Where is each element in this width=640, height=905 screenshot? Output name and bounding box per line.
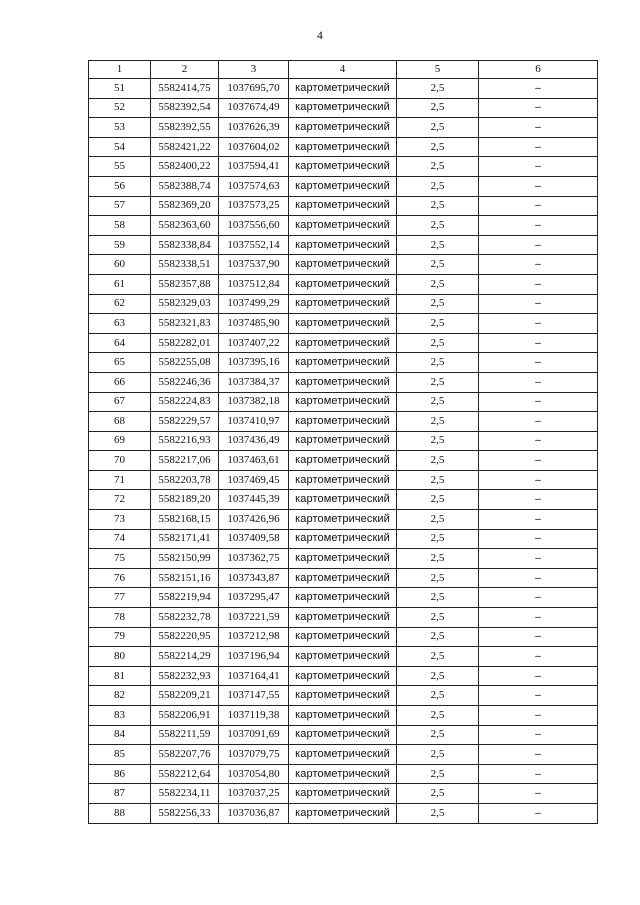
- note-cell: –: [479, 79, 598, 99]
- method-cell: картометрический: [289, 549, 397, 569]
- table-row: [89, 372, 598, 392]
- method-cell: картометрический: [289, 137, 397, 157]
- method-cell: картометрический: [289, 235, 397, 255]
- accuracy-cell: 2,5: [397, 725, 479, 745]
- y-coordinate-cell: 1037626,39: [219, 118, 289, 138]
- column-header-2: 2: [151, 61, 219, 79]
- y-coordinate-cell: 1037164,41: [219, 666, 289, 686]
- table-row: [89, 510, 598, 530]
- y-coordinate-cell: 1037036,87: [219, 803, 289, 823]
- method-cell: картометрический: [289, 764, 397, 784]
- accuracy-cell: 2,5: [397, 353, 479, 373]
- x-coordinate-cell: 5582338,84: [151, 235, 219, 255]
- accuracy-cell: 2,5: [397, 216, 479, 236]
- note-cell: –: [479, 353, 598, 373]
- x-coordinate-cell: 5582329,03: [151, 294, 219, 314]
- y-coordinate-cell: 1037573,25: [219, 196, 289, 216]
- point-number-cell: 54: [89, 137, 151, 157]
- y-coordinate-cell: 1037362,75: [219, 549, 289, 569]
- y-coordinate-cell: 1037445,39: [219, 490, 289, 510]
- note-cell: –: [479, 803, 598, 823]
- x-coordinate-cell: 5582369,20: [151, 196, 219, 216]
- y-coordinate-cell: 1037463,61: [219, 451, 289, 471]
- table-row: [89, 294, 598, 314]
- x-coordinate-cell: 5582421,22: [151, 137, 219, 157]
- table-row: [89, 784, 598, 804]
- note-cell: –: [479, 470, 598, 490]
- point-number-cell: 68: [89, 412, 151, 432]
- point-number-cell: 69: [89, 431, 151, 451]
- point-number-cell: 87: [89, 784, 151, 804]
- accuracy-cell: 2,5: [397, 294, 479, 314]
- method-cell: картометрический: [289, 706, 397, 726]
- method-cell: картометрический: [289, 784, 397, 804]
- accuracy-cell: 2,5: [397, 745, 479, 765]
- x-coordinate-cell: 5582256,33: [151, 803, 219, 823]
- y-coordinate-cell: 1037499,29: [219, 294, 289, 314]
- method-cell: картометрический: [289, 588, 397, 608]
- x-coordinate-cell: 5582357,88: [151, 274, 219, 294]
- note-cell: –: [479, 98, 598, 118]
- y-coordinate-cell: 1037037,25: [219, 784, 289, 804]
- x-coordinate-cell: 5582220,95: [151, 627, 219, 647]
- table-row: [89, 431, 598, 451]
- table-row: [89, 79, 598, 99]
- column-header-1: 1: [89, 61, 151, 79]
- note-cell: –: [479, 784, 598, 804]
- point-number-cell: 80: [89, 647, 151, 667]
- point-number-cell: 86: [89, 764, 151, 784]
- point-number-cell: 79: [89, 627, 151, 647]
- accuracy-cell: 2,5: [397, 803, 479, 823]
- note-cell: –: [479, 137, 598, 157]
- note-cell: –: [479, 666, 598, 686]
- y-coordinate-cell: 1037343,87: [219, 568, 289, 588]
- accuracy-cell: 2,5: [397, 706, 479, 726]
- method-cell: картометрический: [289, 568, 397, 588]
- table-row: [89, 392, 598, 412]
- x-coordinate-cell: 5582206,91: [151, 706, 219, 726]
- note-cell: –: [479, 196, 598, 216]
- x-coordinate-cell: 5582282,01: [151, 333, 219, 353]
- table-body: [89, 61, 598, 824]
- point-number-cell: 56: [89, 176, 151, 196]
- y-coordinate-cell: 1037382,18: [219, 392, 289, 412]
- y-coordinate-cell: 1037409,58: [219, 529, 289, 549]
- x-coordinate-cell: 5582229,57: [151, 412, 219, 432]
- point-number-cell: 58: [89, 216, 151, 236]
- x-coordinate-cell: 5582224,83: [151, 392, 219, 412]
- y-coordinate-cell: 1037407,22: [219, 333, 289, 353]
- y-coordinate-cell: 1037552,14: [219, 235, 289, 255]
- method-cell: картометрический: [289, 608, 397, 628]
- page-number: 4: [316, 28, 324, 42]
- point-number-cell: 76: [89, 568, 151, 588]
- accuracy-cell: 2,5: [397, 372, 479, 392]
- x-coordinate-cell: 5582414,75: [151, 79, 219, 99]
- table-row: [89, 764, 598, 784]
- y-coordinate-cell: 1037537,90: [219, 255, 289, 275]
- x-coordinate-cell: 5582363,60: [151, 216, 219, 236]
- table-row: [89, 803, 598, 823]
- table-row: [89, 216, 598, 236]
- table-row: [89, 627, 598, 647]
- note-cell: –: [479, 216, 598, 236]
- x-coordinate-cell: 5582338,51: [151, 255, 219, 275]
- accuracy-cell: 2,5: [397, 196, 479, 216]
- note-cell: –: [479, 333, 598, 353]
- x-coordinate-cell: 5582212,64: [151, 764, 219, 784]
- accuracy-cell: 2,5: [397, 137, 479, 157]
- note-cell: –: [479, 510, 598, 530]
- point-number-cell: 73: [89, 510, 151, 530]
- method-cell: картометрический: [289, 294, 397, 314]
- table-row: [89, 706, 598, 726]
- table-row: [89, 137, 598, 157]
- table-row: [89, 353, 598, 373]
- accuracy-cell: 2,5: [397, 568, 479, 588]
- table-row: [89, 176, 598, 196]
- y-coordinate-cell: 1037436,49: [219, 431, 289, 451]
- method-cell: картометрический: [289, 255, 397, 275]
- table-row: [89, 314, 598, 334]
- x-coordinate-cell: 5582255,08: [151, 353, 219, 373]
- method-cell: картометрический: [289, 490, 397, 510]
- point-number-cell: 60: [89, 255, 151, 275]
- point-number-cell: 53: [89, 118, 151, 138]
- accuracy-cell: 2,5: [397, 764, 479, 784]
- y-coordinate-cell: 1037196,94: [219, 647, 289, 667]
- column-header-5: 5: [397, 61, 479, 79]
- note-cell: –: [479, 118, 598, 138]
- y-coordinate-cell: 1037574,63: [219, 176, 289, 196]
- table-row: [89, 568, 598, 588]
- method-cell: картометрический: [289, 314, 397, 334]
- point-number-cell: 51: [89, 79, 151, 99]
- table-row: [89, 666, 598, 686]
- x-coordinate-cell: 5582209,21: [151, 686, 219, 706]
- method-cell: картометрический: [289, 176, 397, 196]
- method-cell: картометрический: [289, 392, 397, 412]
- table-row: [89, 118, 598, 138]
- method-cell: картометрический: [289, 627, 397, 647]
- point-number-cell: 83: [89, 706, 151, 726]
- accuracy-cell: 2,5: [397, 98, 479, 118]
- point-number-cell: 61: [89, 274, 151, 294]
- point-number-cell: 70: [89, 451, 151, 471]
- note-cell: –: [479, 529, 598, 549]
- y-coordinate-cell: 1037295,47: [219, 588, 289, 608]
- accuracy-cell: 2,5: [397, 431, 479, 451]
- y-coordinate-cell: 1037119,38: [219, 706, 289, 726]
- method-cell: картометрический: [289, 725, 397, 745]
- y-coordinate-cell: 1037212,98: [219, 627, 289, 647]
- x-coordinate-cell: 5582388,74: [151, 176, 219, 196]
- table-row: [89, 333, 598, 353]
- point-number-cell: 84: [89, 725, 151, 745]
- table-row: [89, 157, 598, 177]
- y-coordinate-cell: 1037054,80: [219, 764, 289, 784]
- y-coordinate-cell: 1037426,96: [219, 510, 289, 530]
- x-coordinate-cell: 5582168,15: [151, 510, 219, 530]
- x-coordinate-cell: 5582216,93: [151, 431, 219, 451]
- accuracy-cell: 2,5: [397, 647, 479, 667]
- accuracy-cell: 2,5: [397, 529, 479, 549]
- point-number-cell: 52: [89, 98, 151, 118]
- point-number-cell: 55: [89, 157, 151, 177]
- method-cell: картометрический: [289, 412, 397, 432]
- note-cell: –: [479, 745, 598, 765]
- accuracy-cell: 2,5: [397, 451, 479, 471]
- note-cell: –: [479, 274, 598, 294]
- accuracy-cell: 2,5: [397, 274, 479, 294]
- table-row: [89, 235, 598, 255]
- accuracy-cell: 2,5: [397, 333, 479, 353]
- table-row: [89, 686, 598, 706]
- method-cell: картометрический: [289, 372, 397, 392]
- x-coordinate-cell: 5582217,06: [151, 451, 219, 471]
- accuracy-cell: 2,5: [397, 79, 479, 99]
- point-number-cell: 81: [89, 666, 151, 686]
- y-coordinate-cell: 1037079,75: [219, 745, 289, 765]
- table-row: [89, 608, 598, 628]
- note-cell: –: [479, 157, 598, 177]
- note-cell: –: [479, 412, 598, 432]
- accuracy-cell: 2,5: [397, 686, 479, 706]
- table-row: [89, 745, 598, 765]
- table-row: [89, 529, 598, 549]
- method-cell: картометрический: [289, 686, 397, 706]
- note-cell: –: [479, 764, 598, 784]
- y-coordinate-cell: 1037512,84: [219, 274, 289, 294]
- method-cell: картометрический: [289, 529, 397, 549]
- table-row: [89, 274, 598, 294]
- accuracy-cell: 2,5: [397, 588, 479, 608]
- accuracy-cell: 2,5: [397, 549, 479, 569]
- table-row: [89, 470, 598, 490]
- note-cell: –: [479, 255, 598, 275]
- accuracy-cell: 2,5: [397, 314, 479, 334]
- accuracy-cell: 2,5: [397, 627, 479, 647]
- table-row: [89, 549, 598, 569]
- note-cell: –: [479, 392, 598, 412]
- note-cell: –: [479, 490, 598, 510]
- point-number-cell: 66: [89, 372, 151, 392]
- method-cell: картометрический: [289, 666, 397, 686]
- y-coordinate-cell: 1037695,70: [219, 79, 289, 99]
- y-coordinate-cell: 1037395,16: [219, 353, 289, 373]
- x-coordinate-cell: 5582234,11: [151, 784, 219, 804]
- point-number-cell: 64: [89, 333, 151, 353]
- accuracy-cell: 2,5: [397, 235, 479, 255]
- note-cell: –: [479, 568, 598, 588]
- x-coordinate-cell: 5582232,78: [151, 608, 219, 628]
- y-coordinate-cell: 1037384,37: [219, 372, 289, 392]
- note-cell: –: [479, 372, 598, 392]
- y-coordinate-cell: 1037469,45: [219, 470, 289, 490]
- method-cell: картометрический: [289, 510, 397, 530]
- note-cell: –: [479, 314, 598, 334]
- x-coordinate-cell: 5582392,54: [151, 98, 219, 118]
- x-coordinate-cell: 5582189,20: [151, 490, 219, 510]
- accuracy-cell: 2,5: [397, 255, 479, 275]
- x-coordinate-cell: 5582171,41: [151, 529, 219, 549]
- x-coordinate-cell: 5582207,76: [151, 745, 219, 765]
- point-number-cell: 71: [89, 470, 151, 490]
- table-row: [89, 451, 598, 471]
- column-header-3: 3: [219, 61, 289, 79]
- method-cell: картометрический: [289, 470, 397, 490]
- method-cell: картометрический: [289, 79, 397, 99]
- y-coordinate-cell: 1037091,69: [219, 725, 289, 745]
- accuracy-cell: 2,5: [397, 510, 479, 530]
- table-row: [89, 196, 598, 216]
- accuracy-cell: 2,5: [397, 412, 479, 432]
- accuracy-cell: 2,5: [397, 490, 479, 510]
- point-number-cell: 85: [89, 745, 151, 765]
- x-coordinate-cell: 5582211,59: [151, 725, 219, 745]
- x-coordinate-cell: 5582246,36: [151, 372, 219, 392]
- note-cell: –: [479, 176, 598, 196]
- note-cell: –: [479, 647, 598, 667]
- x-coordinate-cell: 5582400,22: [151, 157, 219, 177]
- method-cell: картометрический: [289, 803, 397, 823]
- x-coordinate-cell: 5582321,83: [151, 314, 219, 334]
- table-row: [89, 490, 598, 510]
- point-number-cell: 57: [89, 196, 151, 216]
- y-coordinate-cell: 1037556,60: [219, 216, 289, 236]
- x-coordinate-cell: 5582232,93: [151, 666, 219, 686]
- note-cell: –: [479, 686, 598, 706]
- point-number-cell: 72: [89, 490, 151, 510]
- note-cell: –: [479, 725, 598, 745]
- coordinates-table: [88, 60, 598, 824]
- note-cell: –: [479, 706, 598, 726]
- accuracy-cell: 2,5: [397, 176, 479, 196]
- point-number-cell: 67: [89, 392, 151, 412]
- note-cell: –: [479, 431, 598, 451]
- accuracy-cell: 2,5: [397, 470, 479, 490]
- method-cell: картометрический: [289, 98, 397, 118]
- table-header-row: [89, 61, 598, 79]
- method-cell: картометрический: [289, 647, 397, 667]
- method-cell: картометрический: [289, 157, 397, 177]
- x-coordinate-cell: 5582392,55: [151, 118, 219, 138]
- table-row: [89, 588, 598, 608]
- point-number-cell: 59: [89, 235, 151, 255]
- point-number-cell: 75: [89, 549, 151, 569]
- y-coordinate-cell: 1037410,97: [219, 412, 289, 432]
- table-row: [89, 98, 598, 118]
- column-header-6: 6: [479, 61, 598, 79]
- point-number-cell: 82: [89, 686, 151, 706]
- accuracy-cell: 2,5: [397, 784, 479, 804]
- accuracy-cell: 2,5: [397, 157, 479, 177]
- note-cell: –: [479, 608, 598, 628]
- y-coordinate-cell: 1037594,41: [219, 157, 289, 177]
- note-cell: –: [479, 235, 598, 255]
- table-row: [89, 725, 598, 745]
- y-coordinate-cell: 1037604,02: [219, 137, 289, 157]
- accuracy-cell: 2,5: [397, 392, 479, 412]
- table-row: [89, 255, 598, 275]
- accuracy-cell: 2,5: [397, 608, 479, 628]
- table-row: [89, 412, 598, 432]
- y-coordinate-cell: 1037485,90: [219, 314, 289, 334]
- table-row: [89, 647, 598, 667]
- method-cell: картометрический: [289, 196, 397, 216]
- x-coordinate-cell: 5582219,94: [151, 588, 219, 608]
- accuracy-cell: 2,5: [397, 666, 479, 686]
- y-coordinate-cell: 1037147,55: [219, 686, 289, 706]
- note-cell: –: [479, 549, 598, 569]
- column-header-4: 4: [289, 61, 397, 79]
- x-coordinate-cell: 5582203,78: [151, 470, 219, 490]
- point-number-cell: 77: [89, 588, 151, 608]
- point-number-cell: 62: [89, 294, 151, 314]
- note-cell: –: [479, 294, 598, 314]
- method-cell: картометрический: [289, 118, 397, 138]
- point-number-cell: 88: [89, 803, 151, 823]
- point-number-cell: 74: [89, 529, 151, 549]
- x-coordinate-cell: 5582151,16: [151, 568, 219, 588]
- method-cell: картометрический: [289, 274, 397, 294]
- y-coordinate-cell: 1037221,59: [219, 608, 289, 628]
- point-number-cell: 78: [89, 608, 151, 628]
- x-coordinate-cell: 5582150,99: [151, 549, 219, 569]
- accuracy-cell: 2,5: [397, 118, 479, 138]
- method-cell: картометрический: [289, 431, 397, 451]
- method-cell: картометрический: [289, 451, 397, 471]
- method-cell: картометрический: [289, 353, 397, 373]
- x-coordinate-cell: 5582214,29: [151, 647, 219, 667]
- method-cell: картометрический: [289, 745, 397, 765]
- point-number-cell: 65: [89, 353, 151, 373]
- y-coordinate-cell: 1037674,49: [219, 98, 289, 118]
- method-cell: картометрический: [289, 333, 397, 353]
- method-cell: картометрический: [289, 216, 397, 236]
- note-cell: –: [479, 627, 598, 647]
- point-number-cell: 63: [89, 314, 151, 334]
- note-cell: –: [479, 451, 598, 471]
- note-cell: –: [479, 588, 598, 608]
